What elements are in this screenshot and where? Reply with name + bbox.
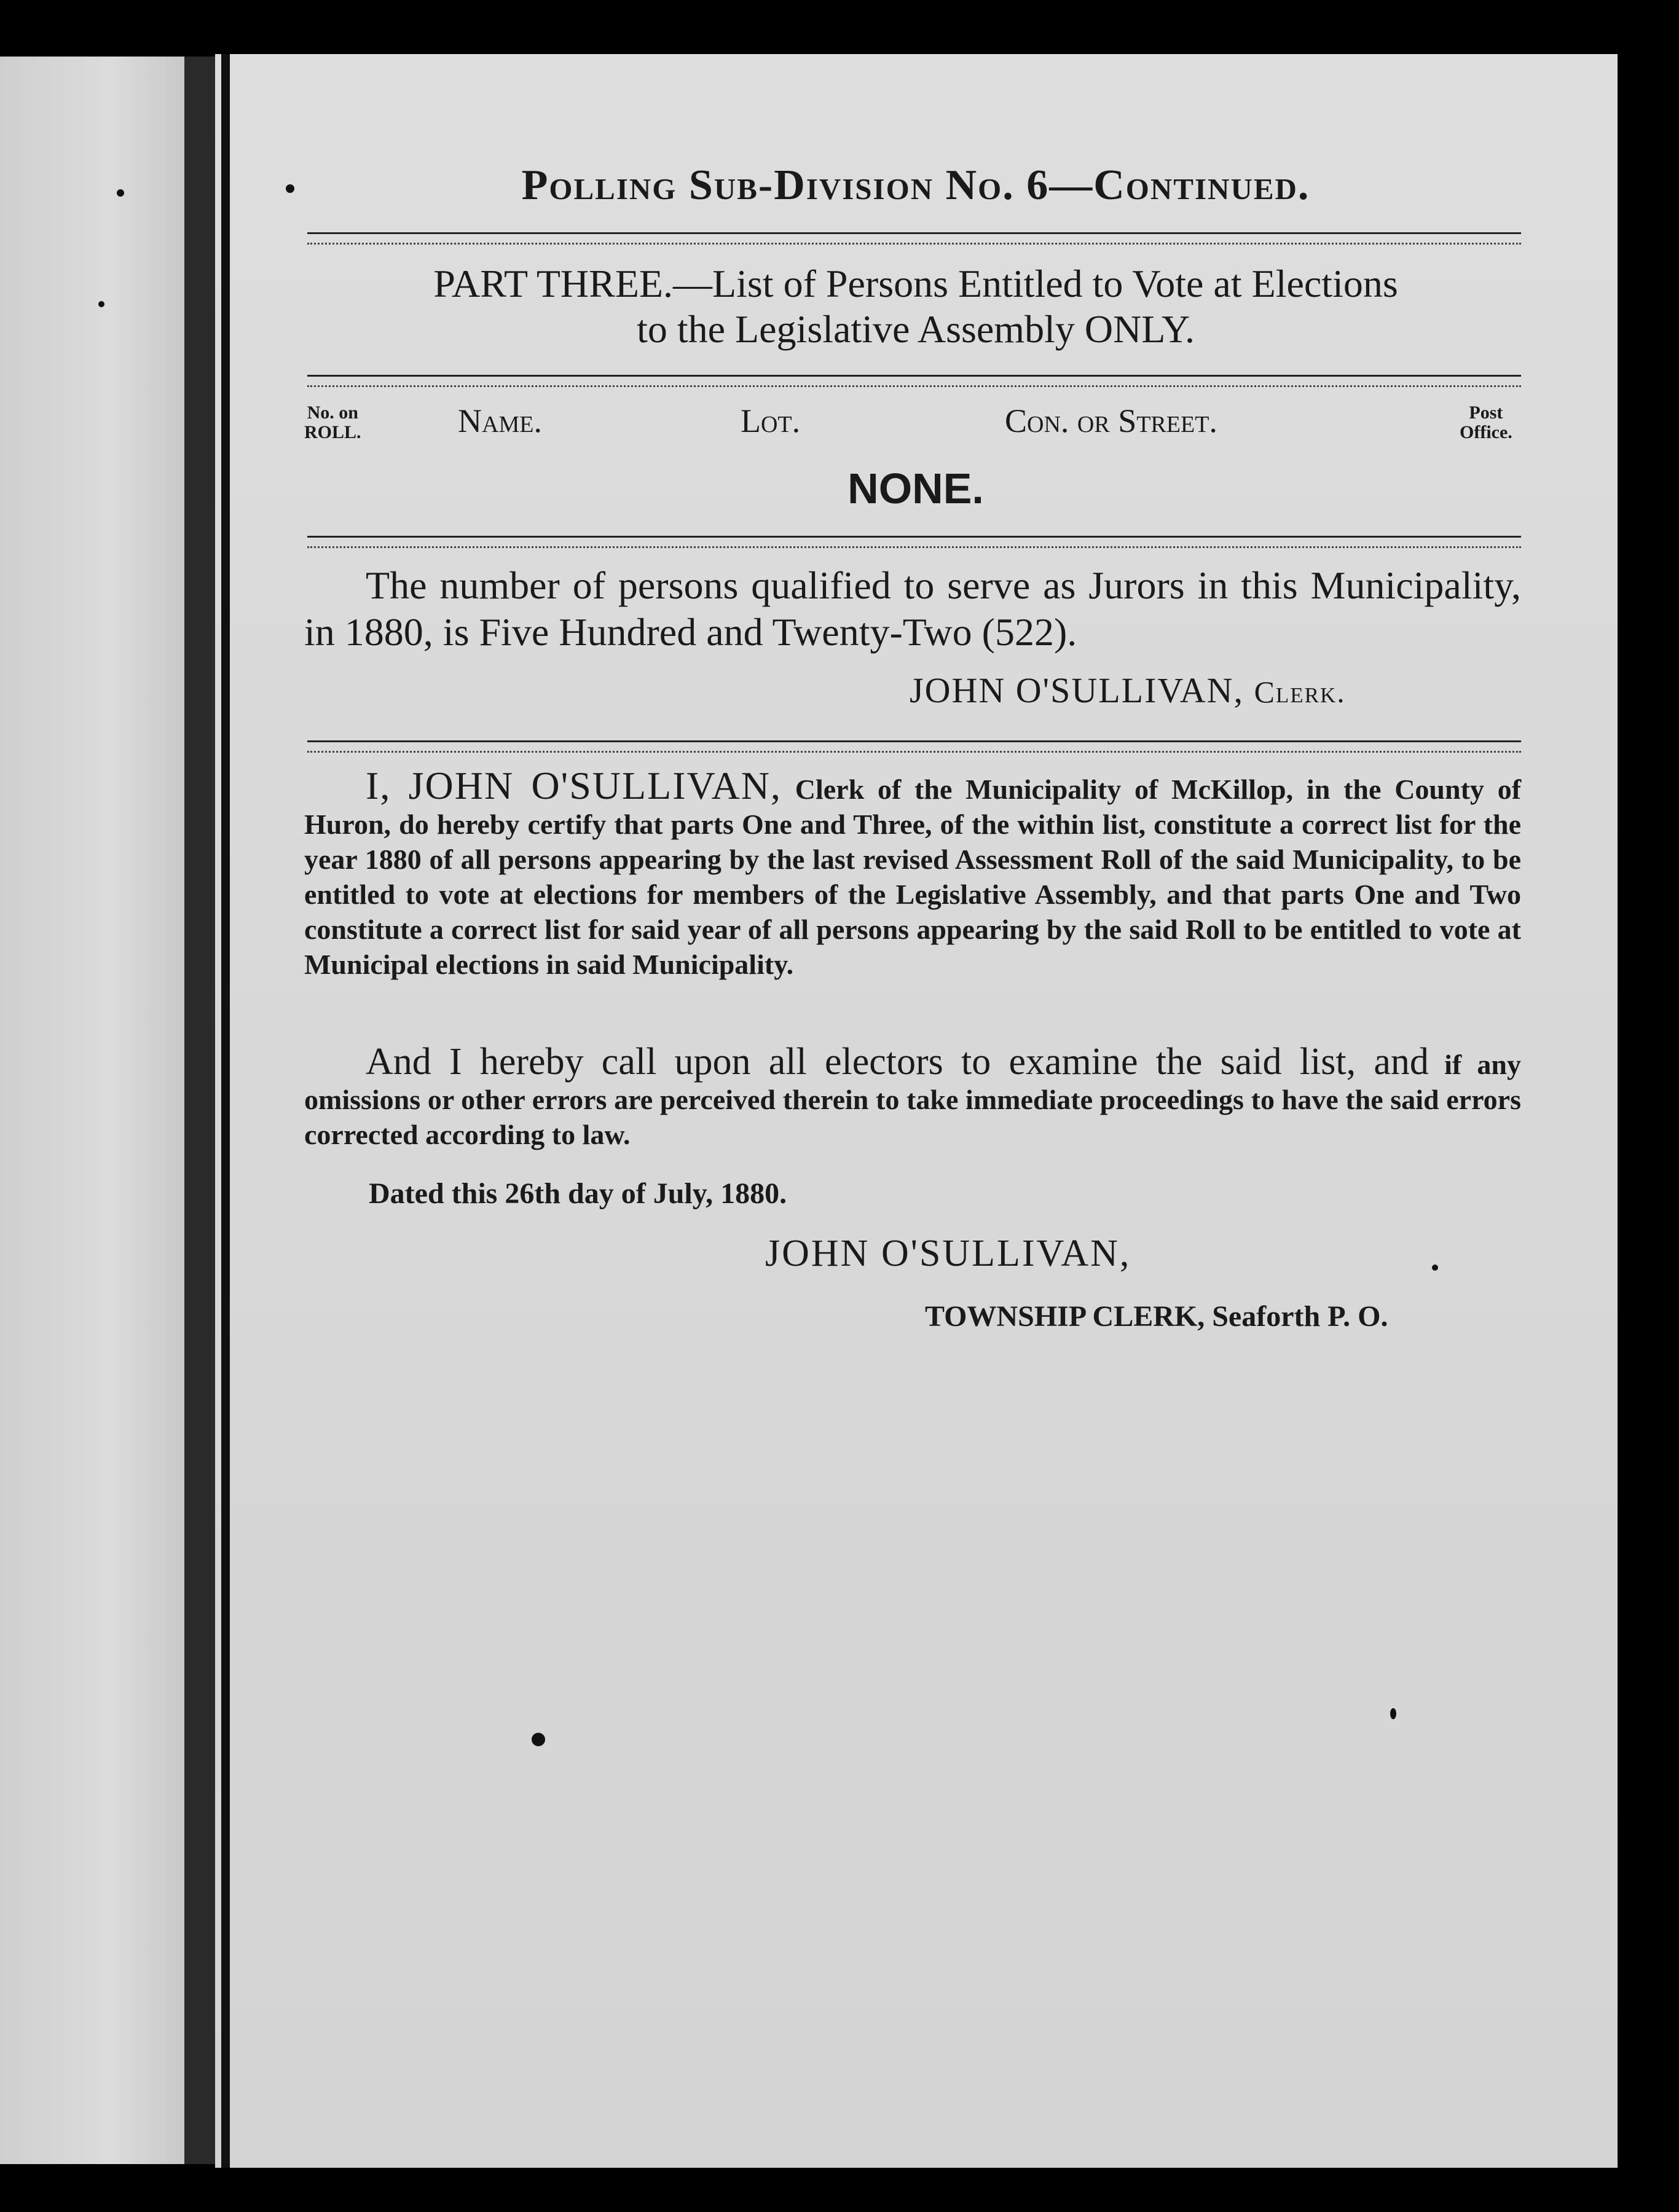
col-con-or-street: Con. or Street. bbox=[1005, 402, 1217, 439]
col-no-on-roll bbox=[304, 403, 361, 442]
closing-place: Seaforth P. O. bbox=[1212, 1300, 1388, 1333]
ink-speck bbox=[98, 301, 104, 307]
adjacent-page-edge bbox=[0, 57, 184, 2164]
page-spine bbox=[221, 54, 230, 2168]
part-three-title-line2: to the Legislative Assembly ONLY. bbox=[637, 307, 1195, 351]
divider-rule bbox=[307, 375, 1521, 387]
certificate-text: Clerk of the Municipality of McKillop, in the County of Huron, do hereby certify that parts One and Three, of the within list, constitute a correct list for the year 1880 of all persons appearing by the last revised Assessment Roll of the said Municipality, to be entitled to vote at elections for members of the Legislative Assembly, and that parts One and Two constitute a correct list for said year of all persons appearing by the said Roll to be entitled to vote at Municipal elections in said Municipality. bbox=[304, 774, 1522, 980]
col-no-on-roll-line1: No. on bbox=[307, 402, 358, 423]
divider-rule bbox=[307, 536, 1521, 548]
part-three-title bbox=[304, 261, 1527, 352]
page-heading: Polling Sub-Division No. 6—Continued. bbox=[521, 162, 1310, 209]
column-headers bbox=[304, 399, 1527, 455]
divider-rule bbox=[307, 232, 1521, 245]
ink-speck bbox=[117, 189, 124, 197]
part-three-title-line1: PART THREE.—List of Persons Entitled to Vote at Elections bbox=[433, 262, 1398, 305]
closing-signature-name: JOHN O'SULLIVAN, bbox=[765, 1233, 1131, 1274]
certificate-paragraph bbox=[304, 764, 1522, 982]
col-post-office-line1: Post bbox=[1469, 402, 1503, 423]
jurors-statement: The number of persons qualified to serve as Jurors in this Municipality, in 1880, is Five Hundred and Twenty-Two (522). bbox=[304, 563, 1521, 654]
certificate-lead: I, JOHN O'SULLIVAN, bbox=[366, 764, 782, 807]
jurors-signature bbox=[910, 670, 1346, 711]
col-lot: Lot. bbox=[741, 402, 801, 439]
ink-speck bbox=[1390, 1708, 1396, 1719]
col-post-office-line2: Office. bbox=[1460, 422, 1512, 442]
closing-title: TOWNSHIP CLERK, bbox=[925, 1300, 1205, 1333]
call-text: if any omissions or other errors are perceived therein to take immediate proceedings to have the said errors corrected according to law. bbox=[304, 1049, 1522, 1150]
col-post-office bbox=[1460, 403, 1512, 442]
closing-signature-title bbox=[925, 1300, 1388, 1333]
divider-rule bbox=[307, 740, 1521, 753]
jurors-signature-name: JOHN O'SULLIVAN, bbox=[910, 670, 1245, 710]
call-paragraph bbox=[304, 1041, 1522, 1152]
col-name: Name. bbox=[458, 402, 542, 439]
dated-line: Dated this 26th day of July, 1880. bbox=[369, 1177, 787, 1210]
ink-speck bbox=[532, 1733, 545, 1746]
ink-speck bbox=[1432, 1265, 1438, 1271]
col-no-on-roll-line2: ROLL. bbox=[304, 422, 361, 442]
jurors-signature-title: Clerk. bbox=[1254, 675, 1346, 709]
page-gutter bbox=[184, 57, 215, 2164]
none-label: NONE. bbox=[847, 465, 984, 512]
ink-speck bbox=[286, 184, 294, 193]
call-lead: And I hereby call upon all electors to examine the said list, and bbox=[366, 1041, 1429, 1083]
